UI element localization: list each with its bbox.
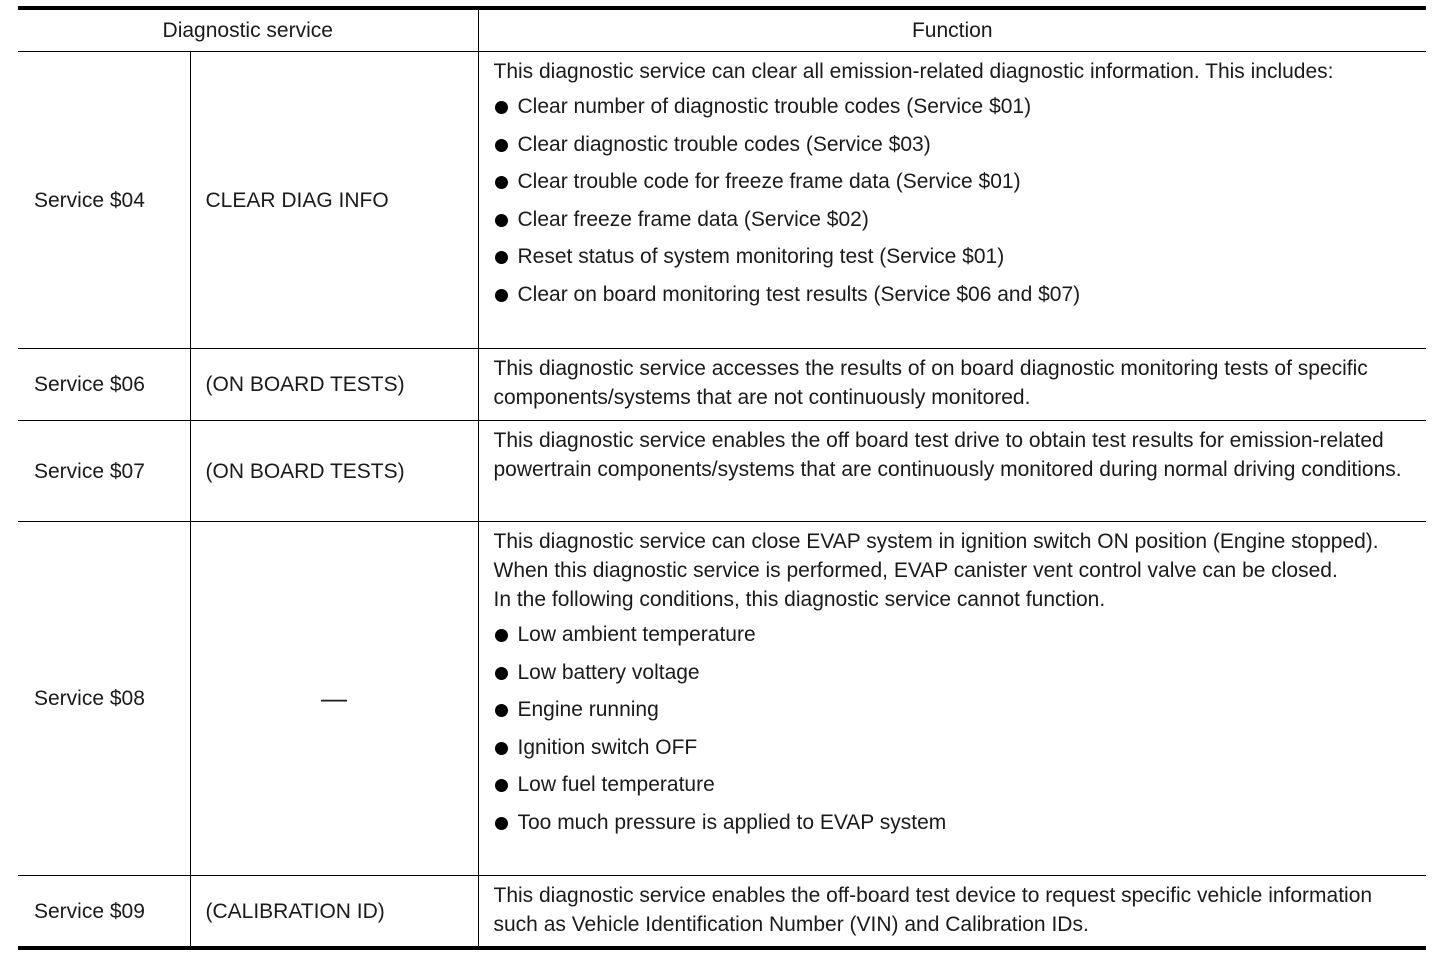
list-item bbox=[494, 205, 1419, 234]
list-item bbox=[494, 242, 1419, 271]
service-code: Service $08 bbox=[18, 522, 190, 876]
function-text: In the following conditions, this diagnostic service cannot function. bbox=[493, 588, 1106, 611]
table-row bbox=[18, 876, 1426, 949]
list-item-text: Low ambient temperature bbox=[517, 623, 756, 646]
table-header-row bbox=[18, 8, 1426, 52]
service-code: Service $06 bbox=[18, 349, 190, 421]
list-item-text: Clear on board monitoring test results (Service $06 and $07) bbox=[517, 282, 1081, 306]
table-row bbox=[18, 522, 1426, 876]
function-cell bbox=[478, 349, 1426, 421]
list-item-text: Clear trouble code for freeze frame data (Service $01) bbox=[517, 170, 1021, 193]
function-text: This diagnostic service can clear all emission-related diagnostic information. This includes: bbox=[493, 60, 1334, 83]
list-item-text: Clear number of diagnostic trouble codes (Service $01) bbox=[517, 95, 1032, 118]
list-item bbox=[494, 658, 1419, 687]
list-item bbox=[494, 620, 1419, 649]
list-item-text: Engine running bbox=[517, 698, 659, 721]
bullet-icon bbox=[495, 704, 508, 717]
bullet-icon bbox=[495, 629, 508, 642]
bullet-list bbox=[494, 92, 1419, 309]
bullet-list bbox=[494, 620, 1419, 837]
bullet-icon bbox=[495, 101, 508, 114]
list-item bbox=[494, 808, 1419, 837]
function-text: This diagnostic service enables the off-board test device to request specific vehicle information such as Vehicle Identification Number (VIN) and Calibration IDs. bbox=[493, 884, 1373, 936]
service-code: Service $07 bbox=[18, 421, 190, 522]
function-cell bbox=[478, 52, 1426, 349]
table-row bbox=[18, 349, 1426, 421]
list-item-text: Low fuel temperature bbox=[517, 773, 715, 796]
bullet-icon bbox=[495, 742, 508, 755]
bullet-icon bbox=[495, 289, 508, 302]
service-code: Service $04 bbox=[18, 52, 190, 349]
list-item-text: Ignition switch OFF bbox=[517, 735, 698, 759]
list-item bbox=[494, 733, 1419, 762]
list-item-text: Clear freeze frame data (Service $02) bbox=[517, 207, 869, 231]
bullet-icon bbox=[495, 251, 508, 264]
bullet-icon bbox=[495, 139, 508, 152]
function-cell bbox=[478, 522, 1426, 876]
function-text: This diagnostic service accesses the results of on board diagnostic monitoring tests of specific components/systems that are not continuously monitored. bbox=[493, 357, 1368, 409]
function-text: This diagnostic service can close EVAP system in ignition switch ON position (Engine stopped). When this diagnostic service is performed, EVAP canister vent control valve can be closed. bbox=[493, 530, 1379, 582]
document bbox=[18, 6, 1426, 950]
list-item-text: Reset status of system monitoring test (Service $01) bbox=[517, 245, 1005, 268]
list-item-text: Clear diagnostic trouble codes (Service $03) bbox=[517, 132, 931, 156]
table-row bbox=[18, 52, 1426, 349]
list-item bbox=[494, 92, 1419, 121]
bullet-icon bbox=[495, 176, 508, 189]
bullet-icon bbox=[495, 779, 508, 792]
function-text: This diagnostic service enables the off board test drive to obtain test results for emission-related powertrain components/systems that are continuously monitored during normal driving conditions. bbox=[493, 429, 1402, 481]
service-name: CLEAR DIAG INFO bbox=[190, 52, 478, 349]
list-item-text: Low battery voltage bbox=[517, 660, 700, 684]
function-cell bbox=[478, 421, 1426, 522]
bullet-icon bbox=[495, 214, 508, 227]
header-diagnostic-service: Diagnostic service bbox=[18, 8, 478, 52]
bullet-icon bbox=[495, 817, 508, 830]
bullet-icon bbox=[495, 667, 508, 680]
list-item bbox=[494, 280, 1419, 309]
service-name: (ON BOARD TESTS) bbox=[190, 421, 478, 522]
list-item bbox=[494, 695, 1419, 724]
table-row bbox=[18, 421, 1426, 522]
service-code: Service $09 bbox=[18, 876, 190, 949]
function-cell bbox=[478, 876, 1426, 949]
service-name: — bbox=[190, 522, 478, 876]
list-item bbox=[494, 770, 1419, 799]
header-function: Function bbox=[478, 8, 1426, 52]
service-name: (ON BOARD TESTS) bbox=[190, 349, 478, 421]
list-item-text: Too much pressure is applied to EVAP system bbox=[517, 810, 947, 834]
diagnostic-service-table bbox=[18, 6, 1426, 950]
service-name: (CALIBRATION ID) bbox=[190, 876, 478, 949]
list-item bbox=[494, 167, 1419, 196]
list-item bbox=[494, 130, 1419, 159]
